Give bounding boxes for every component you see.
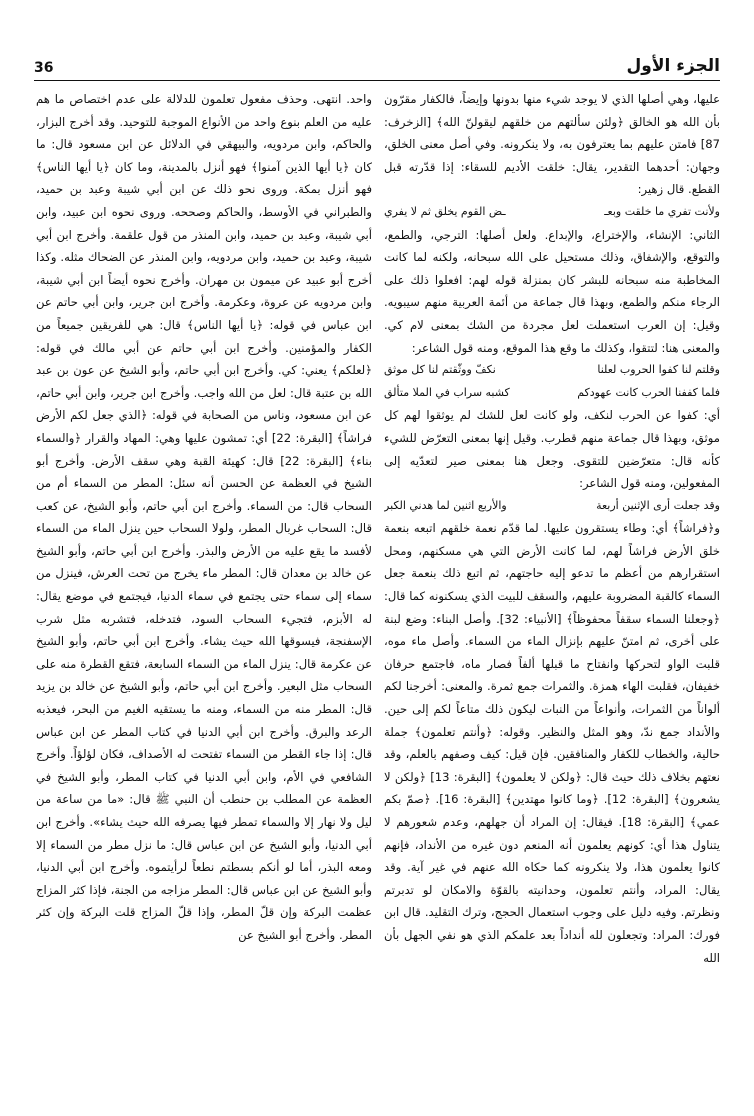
- page-header: [34, 52, 720, 76]
- running-title: الجزء الأول: [626, 56, 720, 76]
- poetry-verse: [384, 359, 720, 382]
- header-rule: [34, 80, 720, 81]
- verse-second-hemistich: نكفّ ووثّقتم لنا كل موثق: [384, 363, 496, 377]
- body-paragraph: أي: كفوا عن الحرب لنكف، ولو كانت لعل للشك لم يوثقوا لهم كل موثق، وبهذا قال جماعة منهم قطرب. وقيل إنها بمعنى التعرّض للشيء كأنه قال: متعرّضين للتقوى. وجعل هنا بمعنى صير لتعدّيه إلى المفعولين، ومنه قول الشاعر:: [384, 408, 720, 491]
- right-column: [384, 88, 720, 1093]
- verse-first-hemistich: وقلتم لنا كفوا الحروب لعلنا: [597, 363, 720, 377]
- body-paragraph: الثاني: الإنشاء، والإختراع، والإبداع. ولعل أصلها: الترجي، والطمع، والتوقع، والإشفاق، وذلك مستحيل على الله سبحانه، ولكنه لما كانت المخاطبة منه سبحانه للبشر كان بمنزلة قوله لهم: افعلوا ذلك على الرجاء منكم والطمع، وبهذا قال جماعة من أئمة العربية منهم سيبويه. وقيل: إن العرب استعملت لعل مجردة من الشك بمعنى لام كي. والمعنى هنا: لتتقوا، وكذلك ما وقع هذا الموقع، ومنه قول الشاعر:: [384, 227, 720, 355]
- verse-first-hemistich: وقد جعلت أرى الإثنين أربعة: [596, 498, 720, 512]
- verse-second-hemistich: كشبه سراب في الملا متألق: [384, 385, 510, 399]
- body-paragraph: و﴿فراشاً﴾ أي: وطاء يستقرون عليها. لما قدّم نعمة خلقهم اتبعه بنعمة خلق الأرض فراشاً لهم، لما كانت الأرض التي هي مسكنهم، ومحل استقرارهم من أعظم ما تدعو إليه حاجتهم، ثم اتبع ذلك بنعمة جعل السماء كالقبة المضروبة عليهم، والسقف للبيت الذي يسكنونه كما قال: ﴿وجعلنا السماء سقفاً محفوظاً﴾ [الأنبياء: 32]. وأصل البناء: وضع لبنة على أخرى، ثم امتنّ عليهم بإنزال الماء من السماء. وأصل ماء موه، قلبت الواو لتحركها وانفتاح ما قبلها ألفاً فصار ماه، فاجتمع حرفان خفيفان، فقلبت الهاء همزة. والثمرات جمع ثمرة. والمعنى: أخرجنا لكم ألواناً من الثمرات، وأنواعاً من النبات ليكون ذلك متاعاً لكم إلى حين. والأنداد جمع ندّ، وهو المثل والنظير. وقوله: ﴿وأنتم تعلمون﴾ جملة حالية، والخطاب للكفار والمنافقين. فإن قيل: كيف وصفهم بالعلم، وقد نعتهم بخلاف ذلك حيث قال: ﴿ولكن لا يعلمون﴾ [البقرة: 13] ﴿ولكن لا يشعرون﴾ [البقرة: 12]. ﴿وما كانوا مهتدين﴾ [البقرة: 16]. ﴿صمّ بكم عمي﴾ [البقرة: 18]. فيقال: إن المراد أن جهلهم، وعدم شعورهم لا يتناول هذا أي: كونهم يعلمون أنه المنعم دون غيره من الأنداد، فإنهم كانوا يعلمون هذا، ولا ينكرونه كما حكاه الله عنهم في غير آية. وقد يقال: المراد، وأنتم تعلمون، وحدانيته بالقوّة والامكان لو تدبرتم ونظرتم. وفيه دليل على وجوب استعمال الحجج، وترك التقليد. قال ابن فورك: المراد: وتجعلون لله أنداداً بعد علمكم الذي هو نفي الجهل بأن الله: [384, 521, 720, 965]
- verse-second-hemistich: والأربع اثنين لما هدني الكبر: [384, 498, 507, 512]
- page-number: 36: [34, 60, 54, 76]
- poetry-verse: [384, 495, 720, 518]
- left-column: [36, 88, 372, 1093]
- poetry-verse: [384, 382, 720, 405]
- verse-first-hemistich: ولأنت تفري ما خلقت وبعـ: [604, 204, 720, 218]
- verse-first-hemistich: فلما كففنا الحرب كانت عهودكم: [577, 385, 720, 399]
- verse-second-hemistich: ـض القوم يخلق ثم لا يفري: [384, 204, 506, 218]
- body-paragraph: عليها، وهي أصلها الذي لا يوجد شيء منها بدونها وإيضاً، فالكفار مقرّون بأن الله هو الخالق ﴿ولئن سألتهم من خلقهم ليقولنّ الله﴾ [الزخرف: 87] فامتن عليهم بما يعترفون به، ولا ينكرونه. وفي أصل معنى الخلق، وجهان: أحدهما التقدير، يقال: خلقت الأديم للسقاء: إذا قدّرته قبل القطع. قال زهير:: [384, 92, 720, 197]
- body-paragraph: واحد. انتهى. وحذف مفعول تعلمون للدلالة على عدم اختصاص ما هم عليه من العلم بنوع واحد من الأنواع الموجبة للتوحيد. وقد أخرج البزار، والحاكم، وابن مردويه، والبيهقي في الدلائل عن ابن مسعود قال: ما كان ﴿يا أيها الذين آمنوا﴾ فهو أنزل بالمدينة، وما كان ﴿يا أيها الناس﴾ فهو أنزل بمكة. وروى نحو ذلك عن ابن أبي شيبة وعبد بن حميد، والطبراني في الأوسط، والحاكم وصححه. وروى نحوه ابن عبيد، وابن أبي شيبة، وعبد بن حميد، وابن المنذر من قول علقمة. وأخرج ابن أبي شيبة، وعبد بن حميد، وابن مردويه، وابن المنذر عن الضحاك مثله. وكذا أخرج أبو عبيد عن ميمون بن مهران. وأخرج نحوه أيضاً ابن أبي شيبة، وابن مردويه عن عروة، وعكرمة. وأخرج ابن جرير، وابن أبي حاتم عن ابن عباس في قوله: ﴿يا أيها الناس﴾ قال: هي للفريقين جميعاً من الكفار والمؤمنين. وأخرج ابن أبي حاتم عن أبي مالك في قوله: ﴿لعلكم﴾ يعني: كي. وأخرج ابن أبي حاتم، وأبو الشيخ عن عون بن عبد الله بن عتبة قال: لعل من الله واجب. وأخرج ابن جرير، وابن أبي حاتم، عن ابن مسعود، وناس من الصحابة في قوله: ﴿الذي جعل لكم الأرض فراشاً﴾ [البقرة: 22] أي: تمشون عليها وهي: المهاد والقرار ﴿والسماء بناء﴾ [البقرة: 22] قال: كهيئة القبة وهي سقف الأرض. وأخرج أبو الشيخ في العظمة عن الحسن أنه سئل: المطر من السماء أم من السحاب قال: من السماء. وأخرج ابن أبي حاتم، وأبو الشيخ، عن كعب قال: السحاب غربال المطر، ولولا السحاب حين ينزل الماء من السماء لأفسد ما يقع عليه من الأرض والبذر. وأخرج ابن أبي حاتم، وأبو الشيخ عن خالد بن معدان قال: المطر ماء يخرج من تحت العرش، فينزل من سماء إلى سماء حتى يجتمع في سماء الدنيا، فيجتمع في موضع يقال: له الأبزم، فتجيء السحاب السود، فتدخله، فتشربه مثل شرب الإسفنجة، فيسوقها الله حيث يشاء. وأخرج ابن أبي حاتم، وأبو الشيخ عن عكرمة قال: ينزل الماء من السماء السابعة، فتقع القطرة منه على السحاب مثل البعير. وأخرج ابن أبي حاتم، وأبو الشيخ عن خالد بن يزيد قال: المطر منه من السماء، ومنه ما يستقيه الغيم من البحر، فيعذبه الرعد والبرق. وأخرج ابن أبي الدنيا في كتاب المطر عن ابن عباس قال: إذا جاء القطر من السماء تفتحت له الأصداف، فكان لؤلؤاً. وأخرج الشافعي في الأم، وابن أبي الدنيا في كتاب المطر، وأبو الشيخ في العظمة عن المطلب بن حنطب أن النبي ﷺ قال: «ما من ساعة من ليل ولا نهار إلا والسماء تمطر فيها يصرفه الله حيث يشاء». وأخرج ابن أبي الدنيا، وأبو الشيخ عن ابن عباس قال: ما نزل مطر من السماء إلا ومعه البذر، أما لو أنكم بسطتم نطعاً لرأيتموه. وأخرج ابن أبي الدنيا، وأبو الشيخ عن ابن عباس قال: المطر مزاجه من الجنة، فإذا كثر المزاج عظمت البركة وإن قلّ المطر، وإذا قلّ المزاج قلت البركة وإن كثر المطر. وأخرج أبو الشيخ عن: [36, 92, 372, 942]
- poetry-verse: [384, 201, 720, 224]
